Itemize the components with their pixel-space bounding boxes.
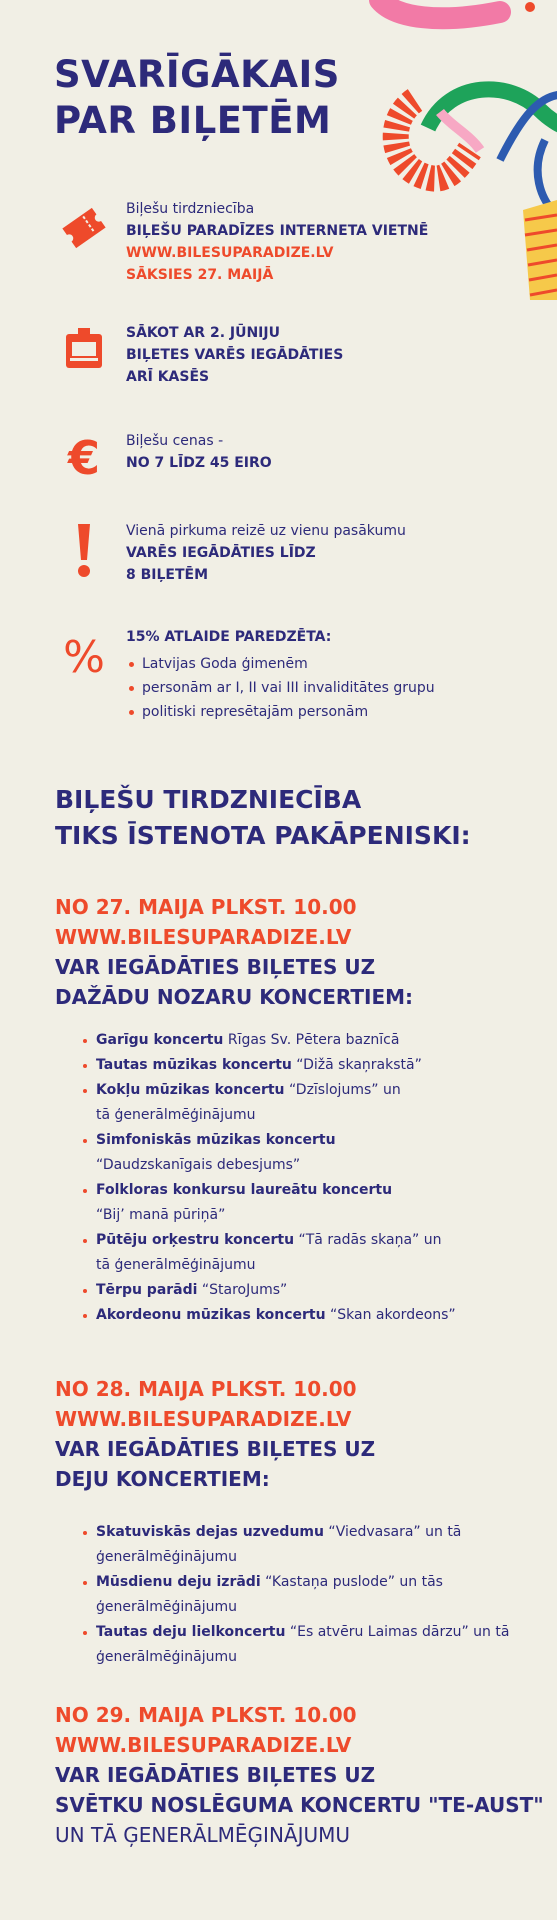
section-head: SVĒTKU NOSLĒGUMA KONCERTU "TE-AUST" xyxy=(55,1793,544,1817)
euro-icon xyxy=(60,430,108,490)
section-head: DAŽĀDU NOZARU KONCERTIEM: xyxy=(55,985,414,1009)
svg-text:%: % xyxy=(63,632,105,683)
info-line: BIĻETES VARĒS IEGĀDĀTIES xyxy=(126,347,344,363)
info-line: ARĪ KASĒS xyxy=(126,369,210,385)
info-line: 8 BIĻETĒM xyxy=(126,567,209,583)
list-item: Garīgu koncertu Rīgas Sv. Pētera baznīcā xyxy=(82,1028,522,1053)
website-link[interactable]: WWW.BILESUPARADIZE.LV xyxy=(55,1733,352,1757)
list-item: Latvijas Goda ģimenēm xyxy=(126,652,506,676)
website-link[interactable]: WWW.BILESUPARADIZE.LV xyxy=(55,1407,352,1431)
info-line: Biļešu tirdzniecība xyxy=(126,201,255,217)
info-text xyxy=(126,198,506,286)
section-tail: UN TĀ ĢENERĀLMĒĢINĀJUMU xyxy=(55,1823,351,1847)
heading-line-2: TIKS ĪSTENOTA PAKĀPENISKI: xyxy=(55,821,471,850)
price-range: NO 7 LĪDZ 45 EIRO xyxy=(126,455,272,471)
list-item: Pūtēju orķestru koncertu “Tā radās skaņa” un tā ģenerālmēģinājumu xyxy=(82,1228,522,1278)
info-line: 15% ATLAIDE PAREDZĒTA: xyxy=(126,629,332,645)
list-item: Kokļu mūzikas koncertu “Dzīslojums” un tā ģenerālmēģinājumu xyxy=(82,1078,522,1128)
heading-line-1: BIĻEŠU TIRDZNIECĪBA xyxy=(55,785,362,814)
info-text xyxy=(126,520,506,586)
info-line: Biļešu cenas - xyxy=(126,433,224,449)
discount-list xyxy=(126,652,506,724)
website-link[interactable]: WWW.BILESUPARADIZE.LV xyxy=(55,925,352,949)
info-text xyxy=(126,626,506,724)
info-limit xyxy=(60,520,490,590)
list-item: politiski represētajām personām xyxy=(126,700,506,724)
info-line: VARĒS IEGĀDĀTIES LĪDZ xyxy=(126,545,316,561)
info-ticket-office xyxy=(60,322,490,392)
info-prices xyxy=(60,430,490,485)
exclamation-icon xyxy=(60,520,108,580)
section-heading xyxy=(55,782,471,854)
ticket-icon xyxy=(60,198,108,258)
list-item: Akordeonu mūzikas koncertu “Skan akordeons” xyxy=(82,1303,522,1328)
list-item: personām ar I, II vai III invaliditātes grupu xyxy=(126,676,506,700)
sale-section-28-may xyxy=(55,1374,545,1494)
sale-section-29-may xyxy=(55,1700,545,1850)
event-list xyxy=(82,1028,522,1328)
info-text xyxy=(126,430,506,474)
info-text xyxy=(126,322,506,388)
list-item: Simfoniskās mūzikas koncertu “Daudzskanīgais debesjums” xyxy=(82,1128,522,1178)
percent-icon xyxy=(60,626,108,686)
info-line: SĀKSIES 27. MAIJĀ xyxy=(126,267,274,283)
event-list xyxy=(82,1520,522,1670)
svg-text:€: € xyxy=(67,431,101,485)
sale-section-27-may xyxy=(55,892,545,1012)
page-title xyxy=(54,52,340,144)
section-head: DEJU KONCERTIEM: xyxy=(55,1467,270,1491)
sale-date: NO 28. MAIJA PLKST. 10.00 xyxy=(55,1377,357,1401)
list-item: Skatuviskās dejas uzvedumu “Viedvasara” un tā ģenerālmēģinājumu xyxy=(82,1520,522,1570)
section-head: VAR IEGĀDĀTIES BIĻETES UZ xyxy=(55,1763,376,1787)
section-head: VAR IEGĀDĀTIES BIĻETES UZ xyxy=(55,1437,376,1461)
list-item: Tautas deju lielkoncertu “Es atvēru Laimas dārzu” un tā ģenerālmēģinājumu xyxy=(82,1620,522,1670)
title-line-2: PAR BIĻETĒM xyxy=(54,99,332,142)
info-ticket-sales xyxy=(60,198,490,288)
sale-date: NO 27. MAIJA PLKST. 10.00 xyxy=(55,895,357,919)
ticket-office-icon xyxy=(60,322,108,382)
sale-date: NO 29. MAIJA PLKST. 10.00 xyxy=(55,1703,357,1727)
list-item: Tērpu parādi “StaroJums” xyxy=(82,1278,522,1303)
title-line-1: SVARĪGĀKAIS xyxy=(54,53,340,96)
info-line: SĀKOT AR 2. JŪNIJU xyxy=(126,325,280,341)
info-line: BIĻEŠU PARADĪZES INTERNETA VIETNĒ xyxy=(126,223,429,239)
website-link[interactable]: WWW.BILESUPARADIZE.LV xyxy=(126,245,334,261)
list-item: Tautas mūzikas koncertu “Dižā skaņrakstā” xyxy=(82,1053,522,1078)
info-line: Vienā pirkuma reizē uz vienu pasākumu xyxy=(126,523,406,539)
list-item: Mūsdienu deju izrādi “Kastaņa puslode” un tās ģenerālmēģinājumu xyxy=(82,1570,522,1620)
list-item: Folkloras konkursu laureātu koncertu “Bij’ manā pūriņā” xyxy=(82,1178,522,1228)
info-discount xyxy=(60,626,490,726)
section-head: VAR IEGĀDĀTIES BIĻETES UZ xyxy=(55,955,376,979)
